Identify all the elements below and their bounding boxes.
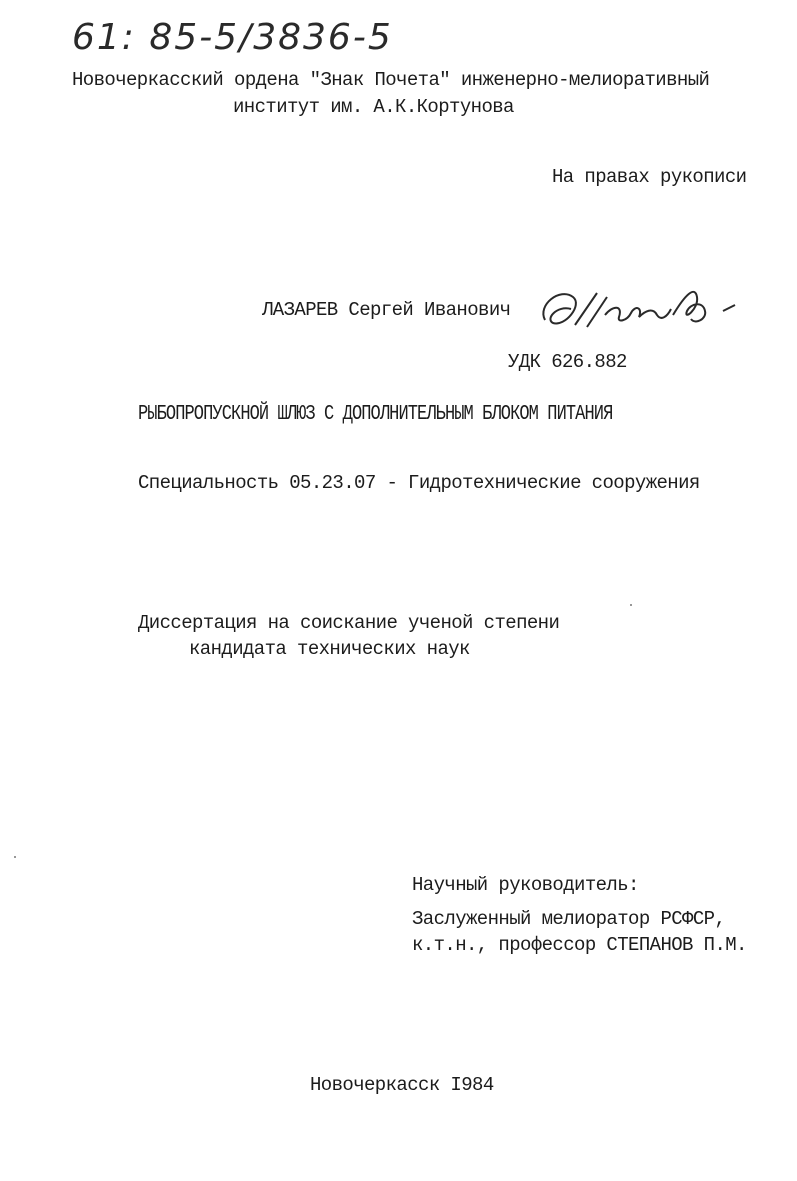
manuscript-rights-note: На правах рукописи [552,166,747,188]
scan-speck [14,856,16,858]
dissertation-degree-line-2: кандидата технических наук [189,638,470,660]
specialty: Специальность 05.23.07 - Гидротехнические сооружения [138,472,700,494]
author-signature [535,275,750,345]
institution-line-2: институт им. А.К.Кортунова [233,96,514,118]
udc-code: УДК 626.882 [508,351,627,373]
author-name: ЛАЗАРЕВ Сергей Иванович [262,299,511,321]
institution-line-1: Новочеркасский ордена "Знак Почета" инженерно-мелиоративный [72,69,710,91]
supervisor-line-1: Заслуженный мелиоратор РСФСР, [412,908,726,930]
dissertation-degree-line-1: Диссертация на соискание ученой степени [138,612,560,634]
dissertation-title: РЫБОПРОПУСКНОЙ ШЛЮЗ С ДОПОЛНИТЕЛЬНЫМ БЛОКОМ ПИТАНИЯ [138,402,613,427]
archive-number-handwritten: 61: 85-5/3836-5 [72,17,393,58]
supervisor-line-2: к.т.н., профессор СТЕПАНОВ П.М. [412,934,747,956]
scan-speck [630,604,632,606]
supervisor-heading: Научный руководитель: [412,874,639,896]
place-and-year: Новочеркасск I984 [310,1074,494,1096]
